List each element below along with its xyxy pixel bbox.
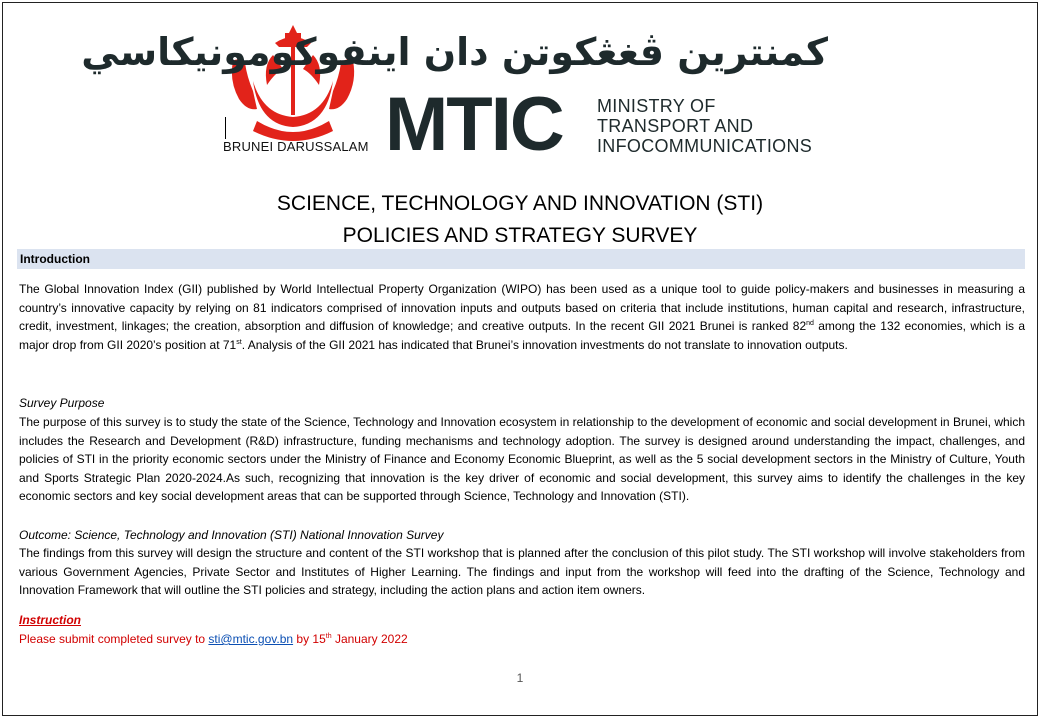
ministry-header	[81, 17, 833, 167]
mtic-logo-text: MTIC	[385, 82, 563, 167]
introduction-heading: Introduction	[17, 249, 1025, 269]
ministry-line-3: INFOCOMMUNICATIONS	[597, 136, 813, 156]
document-page	[2, 2, 1038, 716]
instruction-text-before: Please submit completed survey to	[19, 632, 209, 646]
intro-text-c: . Analysis of the GII 2021 has indicated that Brunei’s innovation investments do not translate to innovation outputs.	[241, 337, 848, 352]
ministry-line-1: MINISTRY OF	[597, 96, 716, 116]
ministry-line-2: TRANSPORT AND	[597, 116, 754, 136]
intro-text-a: The Global Innovation Index (GII) published by World Intellectual Property Organization (WIPO) has been used as a unique tool to guide policy-makers and businesses in measuring a country’s innovative capacity by relying on 81 indicators comprised of innovation inputs and outputs based on criteria that include institutions, human capital and research, infrastructure, credit, investment, linkages; the creation, absorption and diffusion of knowledge; and creative outputs. In the recent GII 2021 Brunei is ranked 82	[19, 282, 1025, 333]
instruction-text	[19, 632, 408, 646]
survey-purpose-paragraph: The purpose of this survey is to study the state of the Science, Technology and Innovation ecosystem in relationship to the development of economic and social development in Brunei, which includes the Research and Development (R&D) infrastructure, funding mechanisms and technology adoption. The survey is designed around understanding the impact, challenges, and policies of STI in the priority economic sectors under the Ministry of Finance and Economy Economic Blueprint, as well as the 5 social development sectors in the Ministry of Culture, Youth and Sports Strategic Plan 2020-2024.As such, recognizing that innovation is the key driver of economic and social development, this survey aims to identify the challenges in the key economic sectors and key social development areas that can be supported through Science, Technology and Innovation (STI).	[19, 415, 1025, 503]
ministry-name	[597, 96, 812, 156]
page-number: 1	[516, 671, 524, 685]
intro-text-b: among the 132 economies, which is a major drop from GII 2020’s position at 71	[19, 319, 1025, 352]
intro-sup-st: st	[236, 338, 242, 346]
arabic-ministry-name: كمنترين ڤغڠكوتن دان اينفوكومونيكاسي	[81, 30, 828, 74]
crest-label: BRUNEI DARUSSALAM	[223, 139, 369, 154]
document-title-line-2: POLICIES AND STRATEGY SURVEY	[342, 224, 698, 247]
instruction-heading: Instruction	[19, 613, 81, 627]
text-cursor	[225, 117, 226, 139]
email-link[interactable]: sti@mtic.gov.bn	[208, 632, 294, 646]
instruction-text-after: January 2022	[331, 632, 408, 646]
instruction-sup-th: th	[325, 633, 332, 640]
intro-sup-nd: nd	[806, 320, 814, 327]
introduction-paragraph	[19, 280, 1025, 354]
outcome-heading: Outcome: Science, Technology and Innovation (STI) National Innovation Survey	[19, 528, 444, 542]
survey-purpose-heading: Survey Purpose	[19, 396, 105, 410]
document-title-line-1: SCIENCE, TECHNOLOGY AND INNOVATION (STI)	[276, 192, 764, 215]
instruction-text-mid: by 15	[293, 632, 326, 646]
outcome-paragraph: The findings from this survey will design the structure and content of the STI workshop that is planned after the conclusion of this pilot study. The STI workshop will involve stakeholders from various Government Agencies, Private Sector and Institutes of Higher Learning. The findings and input from the workshop will feed into the drafting of the Science, Technology and Innovation Framework that will outline the STI policies and strategy, including the action plans and action item owners.	[19, 546, 1025, 597]
